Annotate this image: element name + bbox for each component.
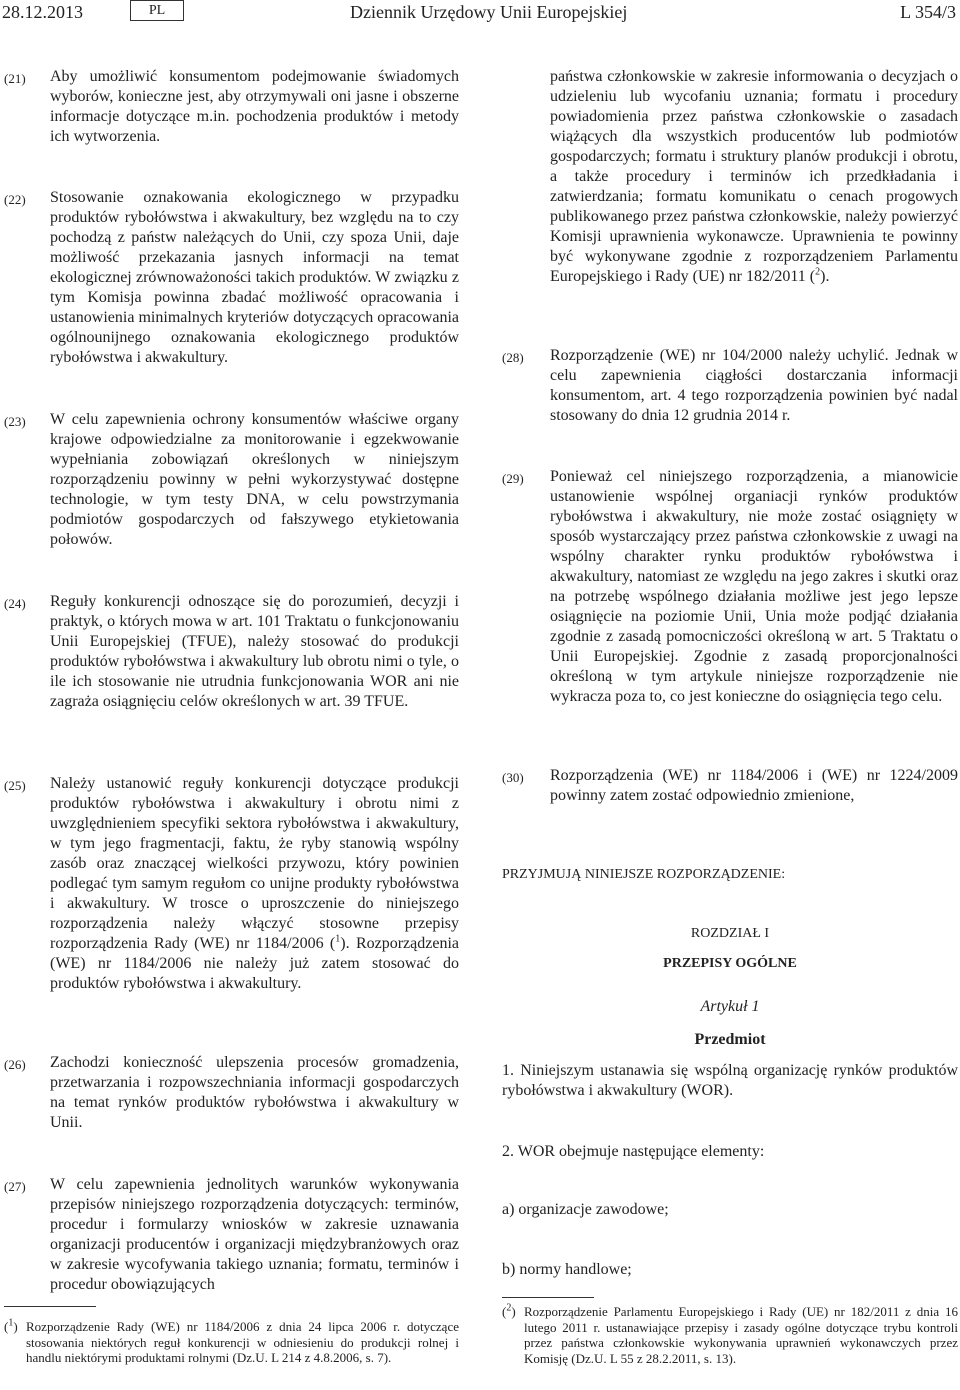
recital-text	[550, 67, 958, 287]
recital-number: (24)	[4, 596, 26, 611]
footnote-text: Rozporządzenie Rady (WE) nr 1184/2006 z dnia 24 lipca 2006 r. dotyczące stosowania niektórych reguł konkurencji w odniesieniu do produkcji rolnej i handlu niektórymi produktami rolnymi (Dz.U. L 214 z 4.8.2006, s. 7).	[26, 1319, 459, 1365]
language-badge: PL	[130, 0, 184, 21]
footnote-rule	[502, 1297, 594, 1298]
adoption-formula: PRZYJMUJĄ NINIEJSZE ROZPORZĄDZENIE:	[502, 867, 786, 882]
list-item-b: b) normy handlowe;	[502, 1261, 632, 1278]
footnote-text: Rozporządzenie Parlamentu Europejskiego i Rady (UE) nr 182/2011 z dnia 16 lutego 2011 r. ustanawiające przepisy i zasady ogólne dotyczące trybu kontroli przez państwa członkowskie wykonywania uprawnień wykonawczych przez Komisję (Dz.U. L 55 z 28.2.2011, s. 13).	[524, 1304, 958, 1366]
publication-date: 28.12.2013	[2, 2, 83, 22]
recital-text-part: państwa członkowskie w zakresie informowania o decyzjach o udzieleniu lub wycofaniu uznania; formatu i procedury powiadomienia przez państwa członkowskie o zasadach wiążących dla wszystkich producentów lub podmiotów gospodarczych; formatu i struktury planów produkcji i obrotu, a także procedury i terminów ich przedkładania i zatwierdzania; formatu komunikatu o cenach progowych publikowanego przez państwa członkowskie, należy powierzyć Komisji uprawnienia wykonawcze. Uprawnienia te powinny być wykonywane zgodnie z rozporządzeniem Parlamentu Europejskiego i Rady (UE) nr 182/2011 (	[550, 68, 958, 285]
paragraph-1: 1. Niniejszym ustanawia się wspólną organizację rynków produktów rybołówstwa i akwakultury (WOR).	[502, 1062, 958, 1099]
recital-number: (28)	[502, 350, 524, 365]
recital-text: Rozporządzenia (WE) nr 1184/2006 i (WE) nr 1224/2009 powinny zatem zostać odpowiednio zmienione,	[550, 767, 958, 804]
recital-text: W celu zapewnienia ochrony konsumentów właściwe organy krajowe odpowiedzialne za monitorowanie i egzekwowanie wypełniania zobowiązań określonych w niniejszym rozporządzeniu powinny w pełni wykorzystywać dostępne technologie, w tym testy DNA, w celu powstrzymania podmiotów gospodarczych od fałszywego etykietowania połowów.	[50, 411, 459, 548]
recital-text-part: ).	[820, 268, 830, 285]
recital-number: (29)	[502, 471, 524, 486]
recital-text: Ponieważ cel niniejszego rozporządzenia, a mianowicie ustanowienie wspólnej organiacji rynków produktów rybołówstwa i akwakultury, nie może zostać osiągnięty w sposób wystarczający przez państwa członkowskie z uwagi na wspólny charakter rynku produktów rybołówstwa i akwakultury, natomiast ze względu na jego zakres i skutki oraz na potrzebę wspólnego działania możliwe jest jego lepsze osiągnięcie na poziomie Unii, Unia może podjąć działania zgodnie z zasadą pomocniczości określoną w art. 5 Traktatu o Unii Europejskiej. Zgodnie z zasadą proporcjonalności określoną w tym artykule niniejsze rozporządzenie nie wykracza poza to, co jest konieczne do osiągnięcia tego celu.	[550, 468, 958, 705]
chapter-title: PRZEPISY OGÓLNE	[663, 956, 797, 971]
recital-text: W celu zapewnienia jednolitych warunków wykonywania przepisów niniejszego rozporządzenia dotyczących: terminów, procedur i formularzy wniosków w zakresie uznawania organizacji producentów i organizacji międzybranżowych oraz w zakresie wycofywania takiego uznania; formatu, terminów i procedur obowiązujących	[50, 1176, 459, 1293]
recital-number: (27)	[4, 1179, 26, 1194]
recital-number: (30)	[502, 770, 524, 785]
footnote-ref-2[interactable]: 2	[815, 266, 821, 278]
page-header	[0, 0, 960, 30]
recital-text-part: Należy ustanowić reguły konkurencji dotyczące produkcji produktów rybołówstwa i akwakultury i obrotu nimi z uwzględnieniem specyfiki sektora rybołówstwa i akwakultury, w tym jego fragmentacji, faktu, że ryby stanowią wspólny zasób oraz znaczącej wielkości przywozu, który powinien podlegać tym samym regułom co unijne produkty rybołówstwa i akwakultury. W trosce o uproszczenie do niniejszego rozporządzenia należy włączyć stosowne przepisy rozporządzenia Rady (WE) nr 1184/2006 (	[50, 775, 459, 952]
recital-number: (21)	[4, 71, 26, 86]
journal-title: Dziennik Urzędowy Unii Europejskiej	[350, 2, 628, 22]
recital-text-part: ). Rozporządzenia (WE) nr 1184/2006 nie należy już zatem stosować do produktów rybołówstwa i akwakultury.	[50, 935, 459, 992]
page-number: L 354/3	[900, 2, 956, 22]
recital-text: Rozporządzenie (WE) nr 104/2000 należy uchylić. Jednak w celu zapewnienia ciągłości dostarczania informacji konsumentom, art. 4 tego rozporządzenia powinien być nadal stosowany do dnia 12 grudnia 2014 r.	[550, 347, 958, 424]
paragraph-2: 2. WOR obejmuje następujące elementy:	[502, 1143, 765, 1160]
recital-text: Zachodzi konieczność ulepszenia procesów gromadzenia, przetwarzania i rozpowszechniania informacji gospodarczych na temat rynków produktów rybołówstwa i akwakultury w Unii.	[50, 1054, 459, 1131]
footnote-number: ($^2$)	[502, 1302, 516, 1319]
list-item-a: a) organizacje zawodowe;	[502, 1201, 669, 1218]
recital-text: Reguły konkurencji odnoszące się do porozumień, decyzji i praktyk, o których mowa w art. 101 Traktatu o funkcjonowaniu Unii Europejskiej (TFUE), należy stosować do produkcji produktów rybołówstwa i akwakultury lub obrotu nimi o tyle, o ile ich stosowanie nie utrudnia funkcjonowania WOR ani nie zagraża osiągnięciu celów określonych w art. 39 TFUE.	[50, 593, 459, 710]
article-title: Przedmiot	[694, 1031, 766, 1048]
recital-number: (26)	[4, 1057, 26, 1072]
recital-number: (25)	[4, 778, 26, 793]
footnote-rule	[4, 1306, 96, 1307]
article-heading: Artykuł 1	[700, 998, 760, 1015]
recital-text: Aby umożliwić konsumentom podejmowanie świadomych wyborów, konieczne jest, aby otrzymywali oni jasne i obszerne informacje dotyczące m.in. pochodzenia produktów i metody ich wytworzenia.	[50, 68, 459, 145]
recital-text	[50, 774, 459, 994]
recital-number: (23)	[4, 414, 26, 429]
chapter-heading: ROZDZIAŁ I	[690, 926, 770, 941]
recital-number: (22)	[4, 192, 26, 207]
footnote-number: ($^1$)	[4, 1317, 18, 1334]
footnote-ref-1[interactable]: 1	[335, 933, 341, 945]
recital-text: Stosowanie oznakowania ekologicznego w przypadku produktów rybołówstwa i akwakultury, bez względu na to czy pochodzą z państw należących do Unii, czy spoza Unii, daje możliwość przekazania jasnych informacji na temat ekologicznej zrównoważoności takich produktów. W związku z tym Komisja powinna zbadać możliwość opracowania i ustanowienia minimalnych kryteriów dotyczących opracowania ogólnounijnego oznakowania ekologicznego produktów rybołówstwa i akwakultury.	[50, 189, 459, 366]
